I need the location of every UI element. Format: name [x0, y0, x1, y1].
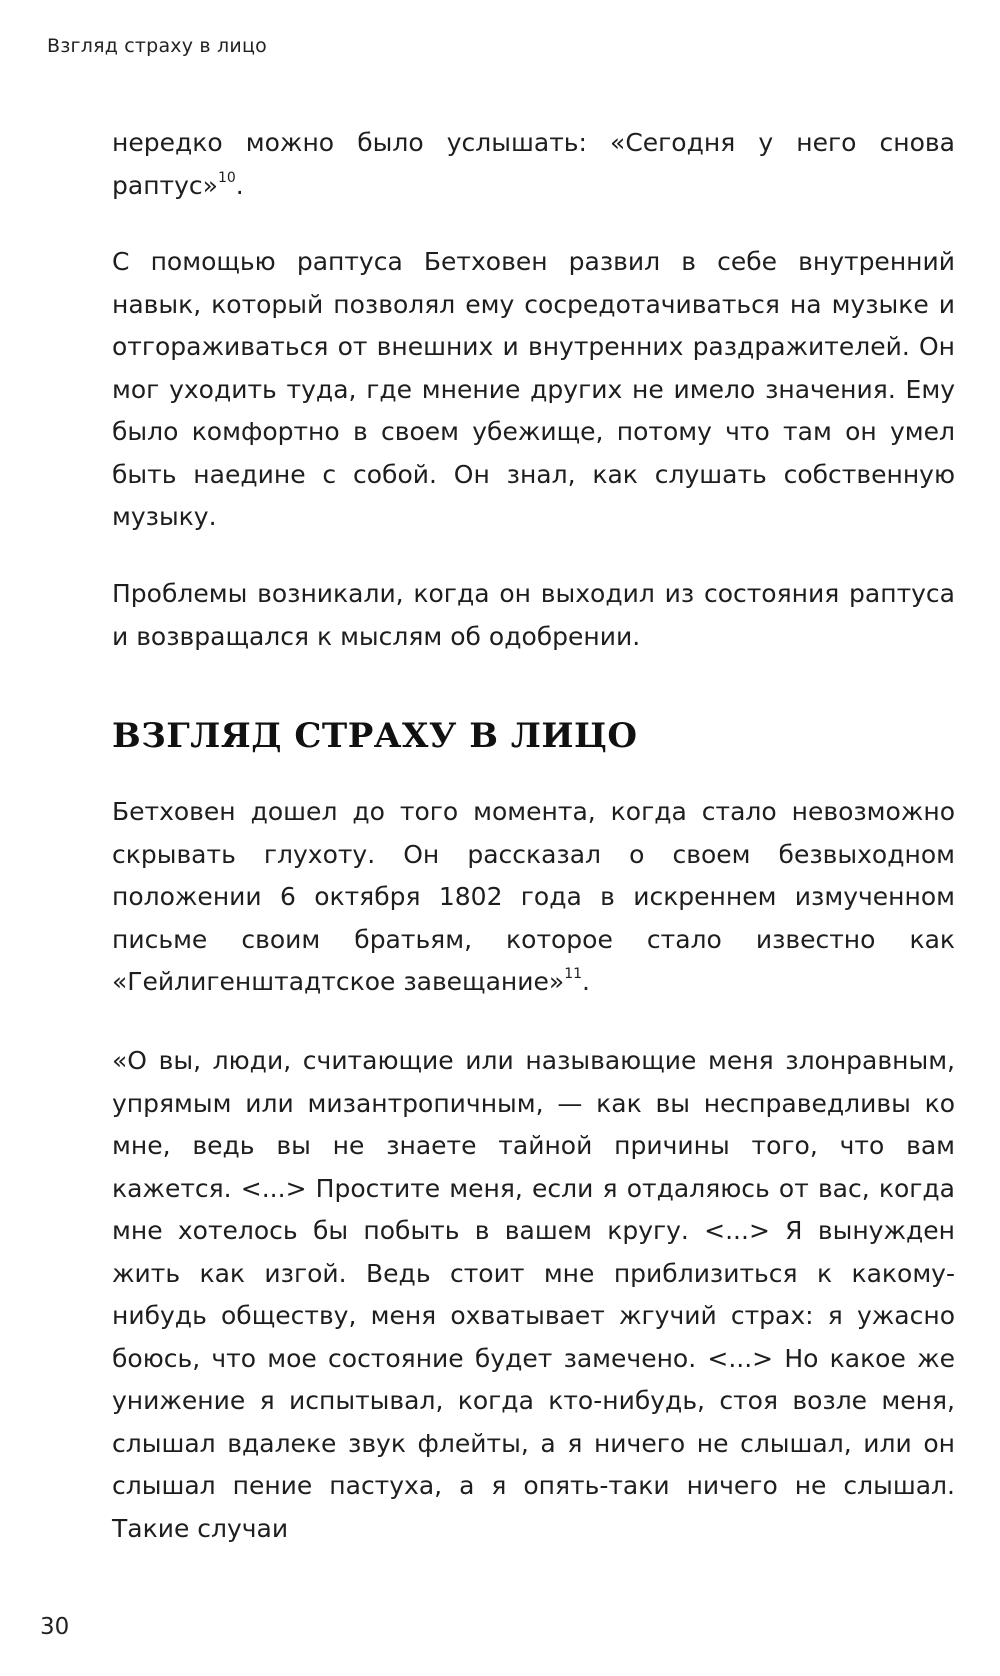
paragraph-2	[112, 241, 955, 539]
footnote-ref-11: 11	[564, 966, 583, 982]
paragraph-1	[112, 122, 955, 207]
section-heading: ВЗГЛЯД СТРАХУ В ЛИЦО	[112, 716, 638, 756]
paragraph-4-tail: .	[582, 967, 590, 996]
paragraph-5-text: «О вы, люди, считающие или называющие меня злонравным, упрямым или мизантропичным, — как вы несправедливы ко мне, ведь вы не знаете тайной причины того, что вам кажется. <...> Простите меня, если я отдаляюсь от вас, когда мне хотелось бы побыть в вашем кругу. <...> Я вынужден жить как изгой. Ведь стоит мне приблизиться к какому-нибудь обществу, меня охватывает жгучий страх: я ужасно боюсь, что мое состояние будет замечено. <...> Но какое же унижение я испытывал, когда кто-нибудь, стоя возле меня, слышал вдалеке звук флейты, а я ничего не слышал, или он слышал пение пастуха, а я опять-таки ничего не слышал. Такие случаи	[112, 1046, 955, 1543]
paragraph-3-text: Проблемы возникали, когда он выходил из состояния раптуса и возвращался к мыслям об одобрении.	[112, 579, 955, 651]
footnote-ref-10: 10	[217, 169, 236, 186]
paragraph-1-text: нередко можно было услышать: «Сегодня у него снова раптус»	[112, 128, 955, 200]
paragraph-1-tail: .	[235, 170, 244, 200]
paragraph-2-text: С помощью раптуса Бетховен развил в себе внутренний навык, который позволял ему сосредотачиваться на музыке и отгораживаться от внешних и внутренних раздражителей. Он мог уходить туда, где мнение других не имело значения. Ему было комфортно в своем убежище, потому что там он умел быть наедине с собой. Он знал, как слушать собственную музыку.	[112, 247, 955, 531]
paragraph-5-quote	[112, 1040, 955, 1550]
paragraph-4	[112, 791, 955, 1004]
paragraph-3	[112, 573, 955, 658]
page-number: 30	[40, 1614, 70, 1640]
paragraph-4-text: Бетховен дошел до того момента, когда стало невозможно скрывать глухоту. Он рассказал о своем безвыходном положении 6 октября 1802 года в искреннем измученном письме своим братьям, которое стало известно как «Гейлигенштадтское завещание»	[112, 797, 955, 996]
running-head: Взгляд страху в лицо	[47, 35, 267, 57]
